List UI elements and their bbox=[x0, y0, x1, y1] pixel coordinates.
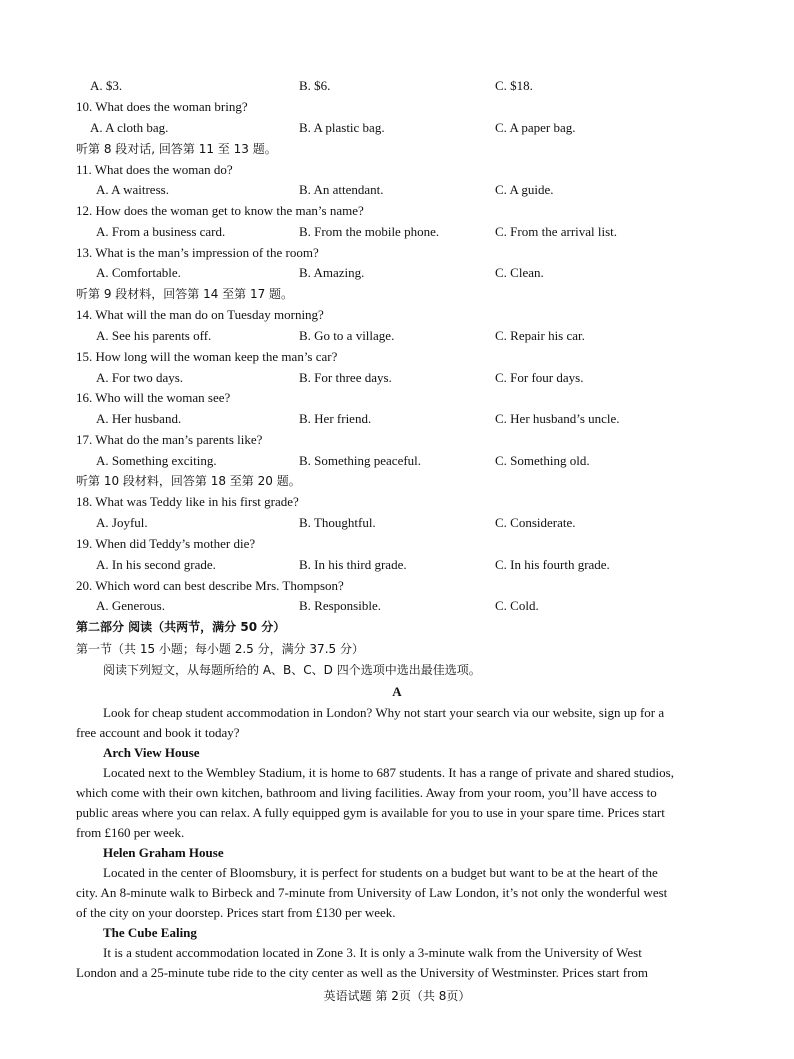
accommodation-heading-3: The Cube Ealing bbox=[103, 925, 197, 940]
q14-options bbox=[0, 326, 794, 346]
passage-line: public areas where you can relax. A fully equipped gym is available for you to use in your spare time. Prices start bbox=[76, 805, 665, 820]
option-a: A. For two days. bbox=[96, 370, 184, 385]
passage-line: It is a student accommodation located in Zone 3. It is only a 3-minute walk from the University of West bbox=[103, 945, 642, 960]
option-c: C. Her husband’s uncle. bbox=[495, 411, 620, 426]
question-16: 16. Who will the woman see? bbox=[76, 390, 231, 405]
option-b: B. From the mobile phone. bbox=[299, 224, 440, 239]
passage-line: London and a 25-minute tube ride to the city center as well as the University of Westminster. Prices start from bbox=[76, 965, 649, 980]
option-b: B. An attendant. bbox=[299, 182, 384, 197]
accommodation-heading-1: Arch View House bbox=[103, 745, 200, 760]
option-a: A. A waitress. bbox=[96, 182, 169, 197]
passage-intro-line2: free account and book it today? bbox=[76, 725, 240, 740]
option-a: A. Generous. bbox=[96, 598, 165, 613]
option-b: B. Something peaceful. bbox=[299, 453, 422, 468]
passage-line: city. An 8-minute walk to Birbeck and 7-minute from University of Law London, it’s not only the wonderful west bbox=[76, 885, 668, 900]
question-17: 17. What do the man’s parents like? bbox=[76, 432, 263, 447]
page-footer: 英语试题 第 2页（共 8页） bbox=[323, 989, 471, 1003]
option-a: A. Comfortable. bbox=[96, 265, 181, 280]
q18-options bbox=[0, 513, 794, 533]
option-c: C. From the arrival list. bbox=[495, 224, 618, 239]
directions: 阅读下列短文，从每题所给的 A、B、C、D 四个选项中选出最佳选项。 bbox=[103, 663, 481, 677]
question-11: 11. What does the woman do? bbox=[76, 162, 233, 177]
q20-options bbox=[0, 596, 794, 616]
option-a: A. $3. bbox=[90, 78, 123, 93]
question-20: 20. Which word can best describe Mrs. Thompson? bbox=[76, 578, 344, 593]
option-b: B. For three days. bbox=[299, 370, 392, 385]
question-10: 10. What does the woman bring? bbox=[76, 99, 248, 114]
q15-options bbox=[0, 368, 794, 388]
option-c: C. $18. bbox=[495, 78, 533, 93]
option-c: C. Cold. bbox=[495, 598, 539, 613]
section1-title: 第一节（共 15 小题；每小题 2.5 分，满分 37.5 分） bbox=[76, 642, 364, 656]
passage-line: Located next to the Wembley Stadium, it is home to 687 students. It has a range of private and shared studios, bbox=[103, 765, 674, 780]
option-b: B. A plastic bag. bbox=[299, 120, 385, 135]
passage-line: of the city on your doorstep. Prices start from £130 per week. bbox=[76, 905, 396, 920]
option-a: A. A cloth bag. bbox=[90, 120, 169, 135]
option-c: C. Repair his car. bbox=[495, 328, 585, 343]
option-b: B. Responsible. bbox=[299, 598, 381, 613]
option-a: A. In his second grade. bbox=[96, 557, 216, 572]
option-b: B. Her friend. bbox=[299, 411, 372, 426]
option-c: C. Considerate. bbox=[495, 515, 576, 530]
option-c: C. A guide. bbox=[495, 182, 554, 197]
option-a: A. Joyful. bbox=[96, 515, 148, 530]
question-14: 14. What will the man do on Tuesday morning? bbox=[76, 307, 324, 322]
option-c: C. Clean. bbox=[495, 265, 544, 280]
option-b: B. Amazing. bbox=[299, 265, 365, 280]
part2-title: 第二部分 阅读（共两节，满分 50 分） bbox=[76, 620, 286, 634]
passage-label: A bbox=[392, 684, 402, 699]
question-13: 13. What is the man’s impression of the room? bbox=[76, 245, 319, 260]
q17-options bbox=[0, 451, 794, 471]
passage-line: from £160 per week. bbox=[76, 825, 185, 840]
question-18: 18. What was Teddy like in his first grade? bbox=[76, 494, 299, 509]
q19-options bbox=[0, 555, 794, 575]
option-a: A. Her husband. bbox=[96, 411, 182, 426]
q13-options bbox=[0, 263, 794, 283]
option-b: B. Thoughtful. bbox=[299, 515, 376, 530]
option-b: B. Go to a village. bbox=[299, 328, 395, 343]
option-b: B. In his third grade. bbox=[299, 557, 407, 572]
option-c: C. Something old. bbox=[495, 453, 590, 468]
instruction-seg10: 听第 10 段材料，回答第 18 至第 20 题。 bbox=[76, 474, 301, 488]
q9-options bbox=[0, 76, 794, 96]
passage-line: which come with their own kitchen, bathroom and living facilities. Away from your room, you’ll have access to bbox=[76, 785, 657, 800]
q12-options bbox=[0, 222, 794, 242]
q10-options bbox=[0, 118, 794, 138]
option-b: B. $6. bbox=[299, 78, 331, 93]
accommodation-heading-2: Helen Graham House bbox=[103, 845, 224, 860]
question-19: 19. When did Teddy’s mother die? bbox=[76, 536, 256, 551]
passage-intro-line1: Look for cheap student accommodation in London? Why not start your search via our website, sign up for a bbox=[103, 705, 665, 720]
instruction-seg9: 听第 9 段材料，回答第 14 至第 17 题。 bbox=[76, 287, 294, 301]
passage-line: Located in the center of Bloomsbury, it is perfect for students on a budget but want to be at the heart of the bbox=[103, 865, 658, 880]
q11-options bbox=[0, 180, 794, 200]
option-c: C. A paper bag. bbox=[495, 120, 576, 135]
question-15: 15. How long will the woman keep the man’s car? bbox=[76, 349, 338, 364]
option-a: A. Something exciting. bbox=[96, 453, 217, 468]
option-a: A. See his parents off. bbox=[96, 328, 212, 343]
option-c: C. For four days. bbox=[495, 370, 584, 385]
instruction-seg8: 听第 8 段对话, 回答第 11 至 13 题。 bbox=[76, 142, 277, 156]
option-a: A. From a business card. bbox=[96, 224, 226, 239]
q16-options bbox=[0, 409, 794, 429]
option-c: C. In his fourth grade. bbox=[495, 557, 610, 572]
question-12: 12. How does the woman get to know the man’s name? bbox=[76, 203, 364, 218]
